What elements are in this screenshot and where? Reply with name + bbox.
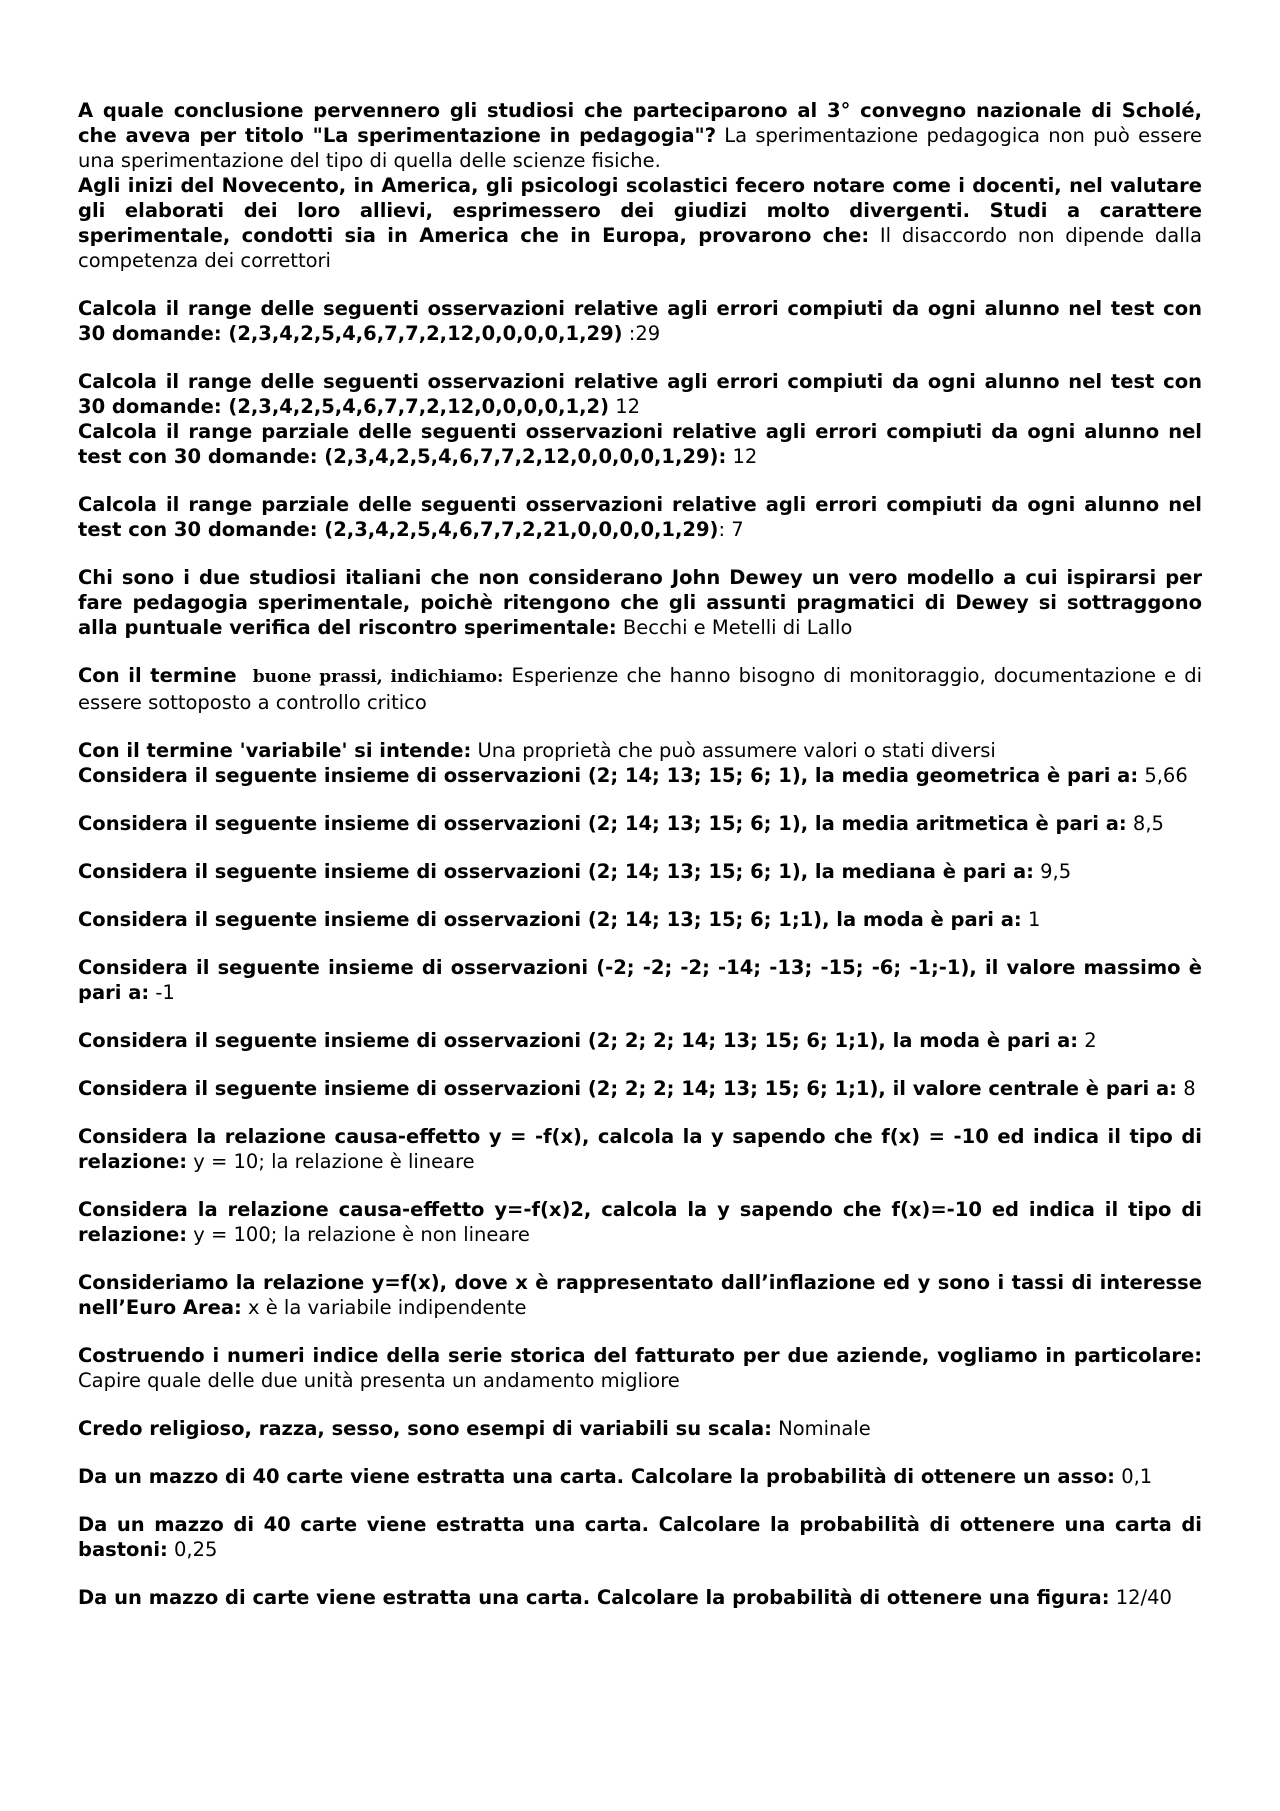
answer: 0,25 <box>174 1538 218 1561</box>
question: Considera il seguente insieme di osservazioni (2; 14; 13; 15; 6; 1), la mediana è pari a: <box>78 860 1034 883</box>
answer: 9,5 <box>1040 860 1072 883</box>
question: A quale conclusione pervennero gli studiosi che parteciparono al 3° convegno nazionale di Scholé, che aveva per titolo "La sperimentazione in pedagogia"? <box>78 99 1202 147</box>
qa-entry-6 <box>78 492 1202 542</box>
qa-entry-10 <box>78 763 1202 788</box>
question: Calcola il range delle seguenti osservazioni relative agli errori compiuti da ogni alunno nel test con 30 domande: (2,3,4,2,5,4,6,7,7,2,12,0,0,0,0,1,2) <box>78 370 1202 418</box>
qa-entry-12 <box>78 859 1202 884</box>
answer: Esperienze che hanno bisogno di monitoraggio, documentazione e di essere sottoposto a controllo critico <box>78 664 1202 714</box>
question: Considera il seguente insieme di osservazioni (2; 14; 13; 15; 6; 1;1), la moda è pari a: <box>78 908 1022 931</box>
question: Consideriamo la relazione y=f(x), dove x è rappresentato dall’inflazione ed y sono i tassi di interesse nell’Euro Area: <box>78 1271 1202 1319</box>
question: Considera il seguente insieme di osservazioni (2; 2; 2; 14; 13; 15; 6; 1;1), il valore centrale è pari a: <box>78 1077 1177 1100</box>
qa-entry-2 <box>78 173 1202 273</box>
qa-entry-1 <box>78 98 1202 173</box>
question: Considera la relazione causa-effetto y = -f(x), calcola la y sapendo che f(x) = -10 ed indica il tipo di relazione: <box>78 1125 1202 1173</box>
qa-entry-3 <box>78 296 1202 346</box>
answer: Il disaccordo non dipende dalla competenza dei correttori <box>78 224 1202 272</box>
qa-entry-21 <box>78 1416 1202 1441</box>
answer: 2 <box>1084 1029 1097 1052</box>
answer: -1 <box>155 981 175 1004</box>
qa-entry-7 <box>78 565 1202 640</box>
question: Considera il seguente insieme di osservazioni (2; 14; 13; 15; 6; 1), la media geometrica è pari a: <box>78 764 1139 787</box>
answer: 0,1 <box>1121 1465 1153 1488</box>
question: Con il termine 'variabile' si intende: <box>78 739 472 762</box>
answer: 12 <box>732 445 758 468</box>
qa-entry-4 <box>78 369 1202 419</box>
answer: Capire quale delle due unità presenta un andamento migliore <box>78 1369 680 1392</box>
qa-entry-22 <box>78 1464 1202 1489</box>
answer: Becchi e Metelli di Lallo <box>622 616 853 639</box>
question: Considera la relazione causa-effetto y=-f(x)2, calcola la y sapendo che f(x)=-10 ed indica il tipo di relazione: <box>78 1198 1202 1246</box>
answer: x è la variabile indipendente <box>247 1296 527 1319</box>
question: Calcola il range parziale delle seguenti osservazioni relative agli errori compiuti da ogni alunno nel test con 30 domande: (2,3,4,2,5,4,6,7,7,2,21,0,0,0,0,1,29) <box>78 493 1202 541</box>
answer: y = 100; la relazione è non lineare <box>193 1223 530 1246</box>
answer: : 7 <box>718 518 744 541</box>
question: Considera il seguente insieme di osservazioni (2; 14; 13; 15; 6; 1), la media aritmetica è pari a: <box>78 812 1127 835</box>
answer: 12/40 <box>1115 1586 1172 1609</box>
question: Agli inizi del Novecento, in America, gli psicologi scolastici fecero notare come i docenti, nel valutare gli elaborati dei loro allievi, esprimessero dei giudizi molto divergenti. Studi a carattere sperimentale, condotti sia in America che in Europa, provarono che: <box>78 174 1202 247</box>
qa-entry-15 <box>78 1028 1202 1053</box>
question: Considera il seguente insieme di osservazioni (2; 2; 2; 14; 13; 15; 6; 1;1), la moda è pari a: <box>78 1029 1079 1052</box>
question: Con il termine <box>78 664 237 687</box>
answer: Una proprietà che può assumere valori o stati diversi <box>477 739 996 762</box>
qa-entry-24 <box>78 1585 1202 1610</box>
answer: 8,5 <box>1132 812 1164 835</box>
answer: :29 <box>628 322 661 345</box>
qa-entry-16 <box>78 1076 1202 1101</box>
qa-entry-11 <box>78 811 1202 836</box>
question: Da un mazzo di 40 carte viene estratta una carta. Calcolare la probabilità di ottenere una carta di bastoni: <box>78 1513 1202 1561</box>
qa-entry-5 <box>78 419 1202 469</box>
qa-entry-18 <box>78 1197 1202 1247</box>
answer: 12 <box>615 395 641 418</box>
qa-entry-14 <box>78 955 1202 1005</box>
qa-entry-9 <box>78 738 1202 763</box>
answer: Nominale <box>778 1417 871 1440</box>
qa-entry-13 <box>78 907 1202 932</box>
answer: La sperimentazione pedagogica non può essere una sperimentazione del tipo di quella delle scienze fisiche. <box>78 124 1202 172</box>
question: Credo religioso, razza, sesso, sono esempi di variabili su scala: <box>78 1417 772 1440</box>
qa-entry-19 <box>78 1270 1202 1320</box>
question: Chi sono i due studiosi italiani che non considerano John Dewey un vero modello a cui ispirarsi per fare pedagogia sperimentale, poichè ritengono che gli assunti pragmatici di Dewey si sottraggono alla puntuale verifica del riscontro sperimentale: <box>78 566 1202 639</box>
answer: y = 10; la relazione è lineare <box>193 1150 475 1173</box>
question: Da un mazzo di carte viene estratta una carta. Calcolare la probabilità di ottenere una figura: <box>78 1586 1110 1609</box>
question: Calcola il range parziale delle seguenti osservazioni relative agli errori compiuti da ogni alunno nel test con 30 domande: (2,3,4,2,5,4,6,7,7,2,12,0,0,0,0,1,29): <box>78 420 1202 468</box>
qa-entry-8 <box>78 663 1202 715</box>
qa-entry-23 <box>78 1512 1202 1562</box>
answer: 1 <box>1027 908 1041 931</box>
qa-entry-20 <box>78 1343 1202 1393</box>
question: Considera il seguente insieme di osservazioni (-2; -2; -2; -14; -13; -15; -6; -1;-1), il valore massimo è pari a: <box>78 956 1202 1004</box>
question-serif-part: buone prassi, indichiamo: <box>252 667 504 687</box>
answer: 5,66 <box>1144 764 1188 787</box>
question: Calcola il range delle seguenti osservazioni relative agli errori compiuti da ogni alunno nel test con 30 domande: (2,3,4,2,5,4,6,7,7,2,12,0,0,0,0,1,29) <box>78 297 1202 345</box>
question: Costruendo i numeri indice della serie storica del fatturato per due aziende, vogliamo in particolare: <box>78 1344 1202 1367</box>
qa-entry-17 <box>78 1124 1202 1174</box>
document-page <box>78 98 1202 1610</box>
question: Da un mazzo di 40 carte viene estratta una carta. Calcolare la probabilità di ottenere un asso: <box>78 1465 1115 1488</box>
answer: 8 <box>1183 1077 1196 1100</box>
